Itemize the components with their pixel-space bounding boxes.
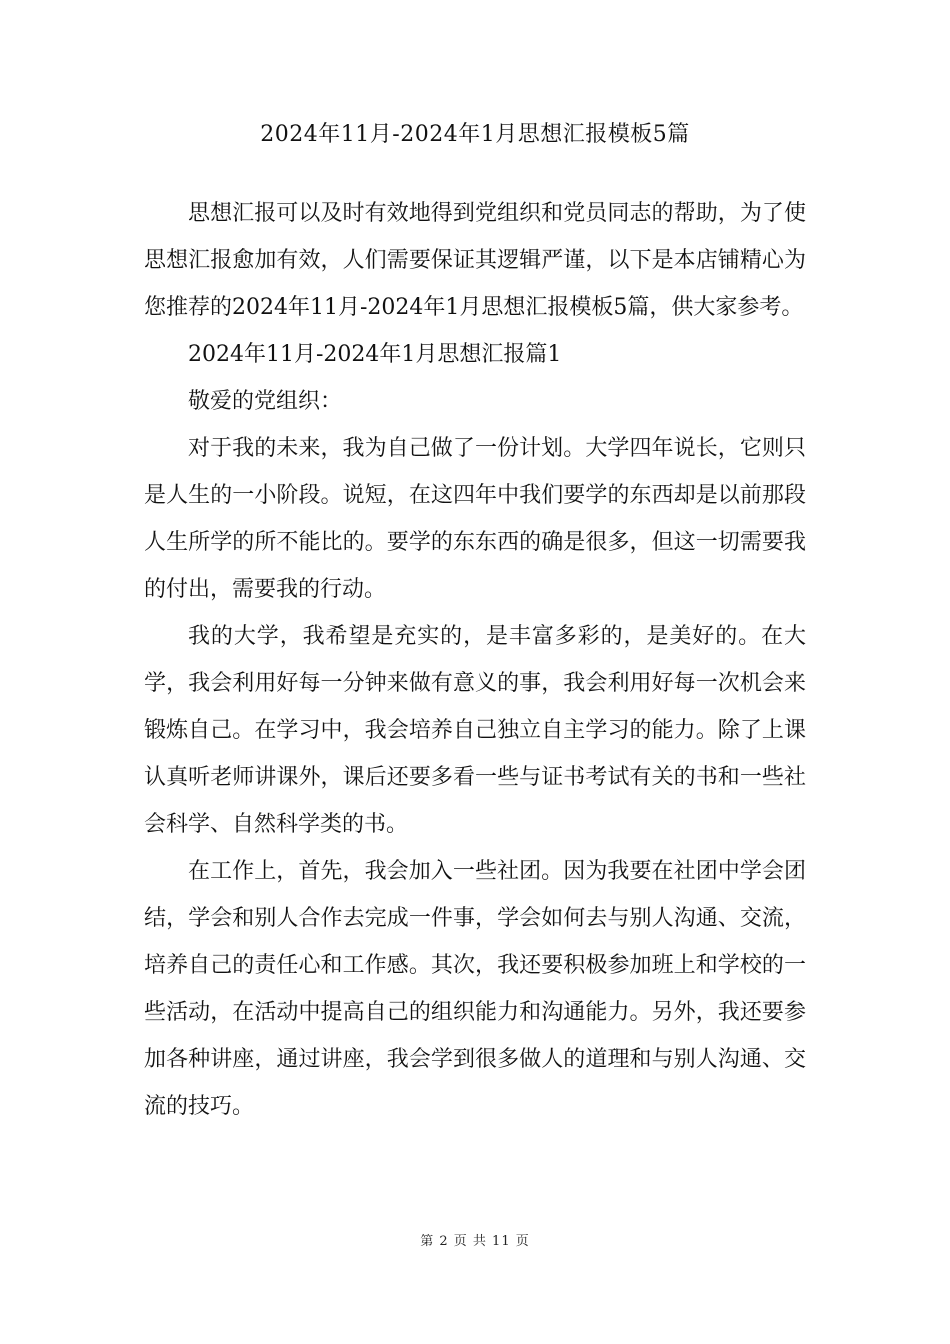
page-number-footer: 第 2 页 共 11 页 bbox=[420, 1234, 530, 1249]
section-heading: 2024年11月-2024年1月思想汇报篇1 bbox=[188, 342, 562, 367]
document-title: 2024年11月-2024年1月思想汇报模板5篇 bbox=[260, 122, 690, 147]
intro-paragraph: 思想汇报可以及时有效地得到党组织和党员同志的帮助，为了使思想汇报愈加有效，人们需要保证其逻辑严谨，以下是本店铺精心为您推荐的2024年11月-2024年1月思想汇报模板5篇，供大家参考。 bbox=[144, 201, 806, 320]
body-paragraph: 在工作上，首先，我会加入一些社团。因为我要在社团中学会团结，学会和别人合作去完成一件事，学会如何去与别人沟通、交流，培养自己的责任心和工作感。其次，我还要积极参加班上和学校的一些活动，在活动中提高自己的组织能力和沟通能力。另外，我还要参加各种讲座，通过讲座，我会学到很多做人的道理和与别人沟通、交流的技巧。 bbox=[144, 859, 806, 1119]
document-body bbox=[144, 190, 806, 1130]
salutation: 敬爱的党组织： bbox=[188, 389, 343, 414]
body-paragraph: 对于我的未来，我为自己做了一份计划。大学四年说长，它则只是人生的一小阶段。说短，在这四年中我们要学的东西却是以前那段人生所学的所不能比的。要学的东东西的确是很多，但这一切需要我的付出，需要我的行动。 bbox=[144, 436, 806, 602]
body-paragraph: 我的大学，我希望是充实的，是丰富多彩的，是美好的。在大学，我会利用好每一分钟来做有意义的事，我会利用好每一次机会来锻炼自己。在学习中，我会培养自己独立自主学习的能力。除了上课认真听老师讲课外，课后还要多看一些与证书考试有关的书和一些社会科学、自然科学类的书。 bbox=[144, 624, 806, 837]
